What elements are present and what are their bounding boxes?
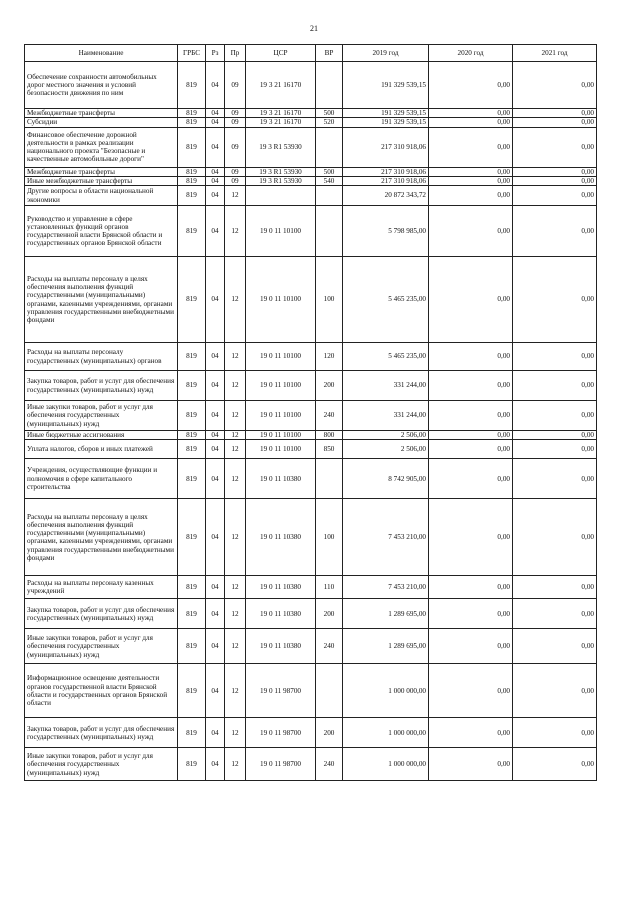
row-grbs: 819 — [178, 431, 206, 440]
row-csr: 19 0 11 10380 — [246, 576, 316, 599]
row-grbs: 819 — [178, 440, 206, 459]
row-rz: 04 — [206, 431, 225, 440]
row-amount-2020: 0,00 — [429, 440, 513, 459]
row-rz: 04 — [206, 664, 225, 718]
row-amount-2021: 0,00 — [513, 371, 597, 401]
row-rz: 04 — [206, 257, 225, 343]
row-amount-2020: 0,00 — [429, 186, 513, 206]
row-csr: 19 3 21 16170 — [246, 118, 316, 127]
row-grbs: 819 — [178, 127, 206, 167]
row-amount-2020: 0,00 — [429, 459, 513, 499]
row-pr: 12 — [225, 664, 246, 718]
table-row — [25, 167, 597, 176]
header-rz: Рз — [206, 45, 225, 62]
header-2020: 2020 год — [429, 45, 513, 62]
row-name: Субсидии — [25, 118, 178, 127]
row-vr — [316, 664, 343, 718]
row-csr: 19 0 11 98700 — [246, 664, 316, 718]
row-name: Расходы на выплаты персоналу государственных (муниципальных) органов — [25, 343, 178, 371]
row-amount-2019: 5 798 985,00 — [343, 206, 429, 257]
row-amount-2020: 0,00 — [429, 127, 513, 167]
row-grbs: 819 — [178, 664, 206, 718]
row-vr: 200 — [316, 599, 343, 629]
row-amount-2019: 1 289 695,00 — [343, 599, 429, 629]
row-amount-2019: 217 310 918,06 — [343, 167, 429, 176]
row-csr: 19 0 11 10100 — [246, 371, 316, 401]
row-pr: 09 — [225, 127, 246, 167]
budget-table — [24, 44, 597, 781]
row-grbs: 819 — [178, 629, 206, 664]
table-row — [25, 576, 597, 599]
row-rz: 04 — [206, 167, 225, 176]
row-csr: 19 0 11 10100 — [246, 401, 316, 431]
row-amount-2020: 0,00 — [429, 109, 513, 118]
row-pr: 12 — [225, 431, 246, 440]
row-rz: 04 — [206, 629, 225, 664]
table-row — [25, 176, 597, 185]
row-pr: 12 — [225, 718, 246, 748]
row-name: Иные бюджетные ассигнования — [25, 431, 178, 440]
row-amount-2021: 0,00 — [513, 167, 597, 176]
row-grbs: 819 — [178, 599, 206, 629]
row-amount-2021: 0,00 — [513, 401, 597, 431]
row-amount-2021: 0,00 — [513, 629, 597, 664]
row-csr: 19 0 11 10100 — [246, 343, 316, 371]
row-grbs: 819 — [178, 576, 206, 599]
row-name: Иные закупки товаров, работ и услуг для обеспечения государственных (муниципальных) нужд — [25, 401, 178, 431]
row-name: Руководство и управление в сфере установленных функций органов государственной власти Брянской области и государственных органов Брянской области — [25, 206, 178, 257]
row-name: Межбюджетные трансферты — [25, 167, 178, 176]
row-rz: 04 — [206, 186, 225, 206]
row-vr: 240 — [316, 748, 343, 781]
row-amount-2021: 0,00 — [513, 499, 597, 576]
row-amount-2020: 0,00 — [429, 599, 513, 629]
row-amount-2020: 0,00 — [429, 718, 513, 748]
row-amount-2020: 0,00 — [429, 499, 513, 576]
row-amount-2019: 5 465 235,00 — [343, 257, 429, 343]
header-csr: ЦСР — [246, 45, 316, 62]
header-vr: ВР — [316, 45, 343, 62]
table-row — [25, 599, 597, 629]
row-vr: 520 — [316, 118, 343, 127]
row-grbs: 819 — [178, 62, 206, 109]
row-name: Иные межбюджетные трансферты — [25, 176, 178, 185]
row-name: Закупка товаров, работ и услуг для обеспечения государственных (муниципальных) нужд — [25, 599, 178, 629]
row-rz: 04 — [206, 127, 225, 167]
row-csr: 19 3 R1 53930 — [246, 167, 316, 176]
table-row — [25, 748, 597, 781]
row-vr — [316, 206, 343, 257]
row-csr: 19 0 11 10100 — [246, 206, 316, 257]
row-amount-2021: 0,00 — [513, 176, 597, 185]
row-pr: 09 — [225, 118, 246, 127]
row-amount-2019: 2 506,00 — [343, 440, 429, 459]
row-amount-2019: 191 329 539,15 — [343, 62, 429, 109]
table-row — [25, 664, 597, 718]
row-vr: 500 — [316, 109, 343, 118]
row-vr: 200 — [316, 371, 343, 401]
row-name: Закупка товаров, работ и услуг для обеспечения государственных (муниципальных) нужд — [25, 371, 178, 401]
table-row — [25, 459, 597, 499]
row-csr: 19 0 11 10380 — [246, 599, 316, 629]
row-csr: 19 0 11 10100 — [246, 431, 316, 440]
row-name: Информационное освещение деятельности органов государственной власти Брянской области и государственных органов Брянской области — [25, 664, 178, 718]
row-amount-2020: 0,00 — [429, 118, 513, 127]
row-grbs: 819 — [178, 459, 206, 499]
row-grbs: 819 — [178, 718, 206, 748]
row-pr: 12 — [225, 401, 246, 431]
row-name: Другие вопросы в области национальной экономики — [25, 186, 178, 206]
row-pr: 12 — [225, 599, 246, 629]
row-amount-2021: 0,00 — [513, 186, 597, 206]
row-pr: 09 — [225, 176, 246, 185]
row-grbs: 819 — [178, 343, 206, 371]
row-grbs: 819 — [178, 499, 206, 576]
table-row — [25, 431, 597, 440]
row-amount-2021: 0,00 — [513, 118, 597, 127]
row-vr: 240 — [316, 629, 343, 664]
table-row — [25, 109, 597, 118]
row-vr — [316, 127, 343, 167]
row-grbs: 819 — [178, 186, 206, 206]
row-grbs: 819 — [178, 176, 206, 185]
row-amount-2021: 0,00 — [513, 127, 597, 167]
row-csr: 19 0 11 10100 — [246, 440, 316, 459]
row-rz: 04 — [206, 576, 225, 599]
row-vr: 500 — [316, 167, 343, 176]
row-name: Расходы на выплаты персоналу в целях обеспечения выполнения функций государственными (муниципальными) органами, казенными учреждениями, органами управления государственными внебюджетными фондами — [25, 257, 178, 343]
row-amount-2020: 0,00 — [429, 62, 513, 109]
row-csr: 19 0 11 98700 — [246, 718, 316, 748]
table-row — [25, 118, 597, 127]
table-row — [25, 127, 597, 167]
row-amount-2020: 0,00 — [429, 576, 513, 599]
row-name: Межбюджетные трансферты — [25, 109, 178, 118]
row-csr: 19 3 21 16170 — [246, 62, 316, 109]
row-csr: 19 3 R1 53930 — [246, 127, 316, 167]
row-grbs: 819 — [178, 748, 206, 781]
row-amount-2020: 0,00 — [429, 371, 513, 401]
row-amount-2020: 0,00 — [429, 257, 513, 343]
row-amount-2019: 7 453 210,00 — [343, 576, 429, 599]
row-grbs: 819 — [178, 257, 206, 343]
row-amount-2020: 0,00 — [429, 664, 513, 718]
page-number: 21 — [310, 24, 318, 33]
row-amount-2019: 7 453 210,00 — [343, 499, 429, 576]
table-row — [25, 62, 597, 109]
row-amount-2021: 0,00 — [513, 748, 597, 781]
row-name: Финансовое обеспечение дорожной деятельности в рамках реализации национального проекта "Безопасные и качественные автомобильные дороги" — [25, 127, 178, 167]
row-name: Расходы на выплаты персоналу казенных учреждений — [25, 576, 178, 599]
row-vr — [316, 62, 343, 109]
row-name: Расходы на выплаты персоналу в целях обеспечения выполнения функций государственными (муниципальными) органами, казенными учреждениями, органами управления государственными внебюджетными фондами — [25, 499, 178, 576]
row-rz: 04 — [206, 718, 225, 748]
table-row — [25, 206, 597, 257]
row-name: Уплата налогов, сборов и иных платежей — [25, 440, 178, 459]
row-pr: 09 — [225, 62, 246, 109]
row-pr: 12 — [225, 748, 246, 781]
table-row — [25, 718, 597, 748]
row-amount-2021: 0,00 — [513, 257, 597, 343]
row-vr: 100 — [316, 499, 343, 576]
row-vr: 540 — [316, 176, 343, 185]
row-rz: 04 — [206, 599, 225, 629]
row-amount-2019: 217 310 918,06 — [343, 176, 429, 185]
row-csr: 19 3 21 16170 — [246, 109, 316, 118]
row-rz: 04 — [206, 62, 225, 109]
row-vr — [316, 186, 343, 206]
table-row — [25, 257, 597, 343]
row-rz: 04 — [206, 343, 225, 371]
row-vr: 240 — [316, 401, 343, 431]
row-amount-2019: 1 000 000,00 — [343, 664, 429, 718]
row-amount-2019: 2 506,00 — [343, 431, 429, 440]
row-name: Иные закупки товаров, работ и услуг для обеспечения государственных (муниципальных) нужд — [25, 629, 178, 664]
row-rz: 04 — [206, 109, 225, 118]
row-name: Иные закупки товаров, работ и услуг для обеспечения государственных (муниципальных) нужд — [25, 748, 178, 781]
row-amount-2021: 0,00 — [513, 718, 597, 748]
row-amount-2021: 0,00 — [513, 576, 597, 599]
row-pr: 12 — [225, 186, 246, 206]
row-csr: 19 0 11 10380 — [246, 629, 316, 664]
row-rz: 04 — [206, 371, 225, 401]
row-amount-2019: 1 289 695,00 — [343, 629, 429, 664]
row-csr — [246, 186, 316, 206]
row-rz: 04 — [206, 459, 225, 499]
row-amount-2020: 0,00 — [429, 629, 513, 664]
row-amount-2019: 331 244,00 — [343, 371, 429, 401]
row-amount-2021: 0,00 — [513, 440, 597, 459]
row-csr: 19 0 11 10380 — [246, 499, 316, 576]
row-amount-2021: 0,00 — [513, 62, 597, 109]
row-csr: 19 3 R1 53930 — [246, 176, 316, 185]
row-vr: 850 — [316, 440, 343, 459]
row-pr: 09 — [225, 167, 246, 176]
row-amount-2019: 8 742 905,00 — [343, 459, 429, 499]
header-2019: 2019 год — [343, 45, 429, 62]
row-amount-2019: 1 000 000,00 — [343, 718, 429, 748]
header-2021: 2021 год — [513, 45, 597, 62]
row-pr: 09 — [225, 109, 246, 118]
header-name: Наименование — [25, 45, 178, 62]
row-grbs: 819 — [178, 401, 206, 431]
row-vr: 200 — [316, 718, 343, 748]
row-pr: 12 — [225, 206, 246, 257]
row-grbs: 819 — [178, 371, 206, 401]
row-amount-2021: 0,00 — [513, 343, 597, 371]
row-amount-2020: 0,00 — [429, 343, 513, 371]
row-amount-2020: 0,00 — [429, 401, 513, 431]
row-name: Обеспечение сохранности автомобильных дорог местного значения и условий безопасности движения по ним — [25, 62, 178, 109]
row-amount-2019: 20 872 343,72 — [343, 186, 429, 206]
row-amount-2021: 0,00 — [513, 431, 597, 440]
header-pr: Пр — [225, 45, 246, 62]
header-grbs: ГРБС — [178, 45, 206, 62]
row-grbs: 819 — [178, 109, 206, 118]
row-rz: 04 — [206, 176, 225, 185]
row-vr: 800 — [316, 431, 343, 440]
row-vr: 100 — [316, 257, 343, 343]
row-amount-2021: 0,00 — [513, 599, 597, 629]
row-amount-2020: 0,00 — [429, 431, 513, 440]
row-pr: 12 — [225, 499, 246, 576]
row-rz: 04 — [206, 440, 225, 459]
row-amount-2019: 1 000 000,00 — [343, 748, 429, 781]
row-amount-2021: 0,00 — [513, 109, 597, 118]
row-amount-2021: 0,00 — [513, 664, 597, 718]
table-header-row — [25, 45, 597, 62]
row-amount-2019: 191 329 539,15 — [343, 109, 429, 118]
row-amount-2020: 0,00 — [429, 748, 513, 781]
row-vr: 110 — [316, 576, 343, 599]
row-vr — [316, 459, 343, 499]
row-amount-2019: 5 465 235,00 — [343, 343, 429, 371]
row-rz: 04 — [206, 499, 225, 576]
row-rz: 04 — [206, 748, 225, 781]
row-pr: 12 — [225, 440, 246, 459]
row-amount-2019: 331 244,00 — [343, 401, 429, 431]
row-pr: 12 — [225, 576, 246, 599]
row-amount-2021: 0,00 — [513, 206, 597, 257]
row-amount-2020: 0,00 — [429, 176, 513, 185]
table-row — [25, 401, 597, 431]
table-row — [25, 499, 597, 576]
row-amount-2021: 0,00 — [513, 459, 597, 499]
row-amount-2020: 0,00 — [429, 167, 513, 176]
row-amount-2019: 217 310 918,06 — [343, 127, 429, 167]
row-csr: 19 0 11 98700 — [246, 748, 316, 781]
row-rz: 04 — [206, 118, 225, 127]
row-pr: 12 — [225, 459, 246, 499]
row-name: Учреждения, осуществляющие функции и полномочия в сфере капитального строительства — [25, 459, 178, 499]
row-pr: 12 — [225, 629, 246, 664]
table-row — [25, 440, 597, 459]
row-pr: 12 — [225, 257, 246, 343]
row-csr: 19 0 11 10100 — [246, 257, 316, 343]
row-name: Закупка товаров, работ и услуг для обеспечения государственных (муниципальных) нужд — [25, 718, 178, 748]
row-grbs: 819 — [178, 206, 206, 257]
table-row — [25, 371, 597, 401]
row-grbs: 819 — [178, 167, 206, 176]
row-pr: 12 — [225, 371, 246, 401]
row-pr: 12 — [225, 343, 246, 371]
row-rz: 04 — [206, 401, 225, 431]
row-amount-2019: 191 329 539,15 — [343, 118, 429, 127]
row-amount-2020: 0,00 — [429, 206, 513, 257]
table-row — [25, 629, 597, 664]
row-grbs: 819 — [178, 118, 206, 127]
row-vr: 120 — [316, 343, 343, 371]
row-rz: 04 — [206, 206, 225, 257]
table-row — [25, 186, 597, 206]
table-row — [25, 343, 597, 371]
row-csr: 19 0 11 10380 — [246, 459, 316, 499]
